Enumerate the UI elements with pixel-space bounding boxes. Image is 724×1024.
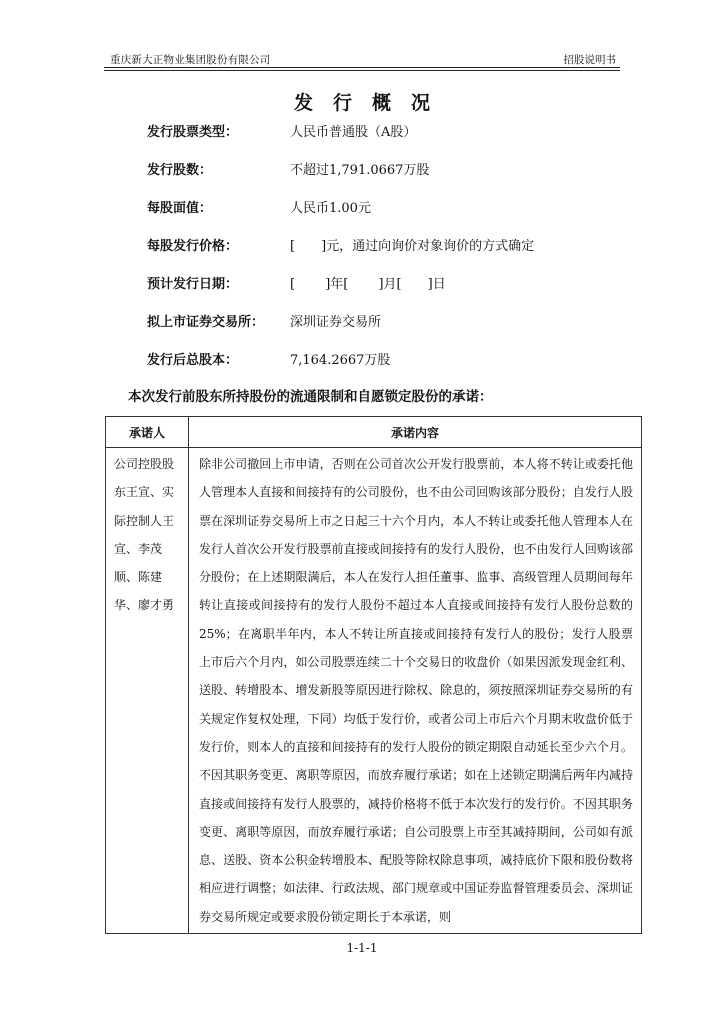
header-divider-thin [104,70,620,71]
info-label: 拟上市证券交易所： [147,314,265,330]
info-row-stock-type [147,120,416,140]
info-row-total-shares [147,348,390,368]
info-value: 7,164.2667万股 [290,352,391,368]
promisor-cell: 公司控股股东王宣、实际控制人王宣、李茂顺、陈建华、廖才勇 [106,448,189,934]
info-row-exchange [147,310,381,330]
table-row [106,448,642,934]
info-row-issue-date [147,272,446,292]
header-divider [104,67,620,68]
info-value: 人民币1.00元 [290,200,371,216]
info-value: [ ]年[ ]月[ ]日 [290,276,446,292]
page-title: 发行概况 [293,92,450,114]
section-subheading: 本次发行前股东所持股份的流通限制和自愿锁定股份的承诺： [128,389,493,405]
header-company-name: 重庆新大正物业集团股份有限公司 [110,54,271,66]
info-label: 每股发行价格： [147,238,239,254]
info-row-par-value [147,196,371,216]
info-value: 深圳证券交易所 [290,314,382,330]
column-header-content: 承诺内容 [189,417,642,448]
table-header-row [106,417,642,448]
info-value: 人民币普通股（A股） [290,124,417,140]
column-header-promisor: 承诺人 [106,417,189,448]
info-row-issue-price [147,234,534,254]
commitment-content-cell: 除非公司撤回上市申请，否则在公司首次公开发行股票前，本人将不转让或委托他人管理本人直接和间接持有的公司股份，也不由公司回购该部分股份；自发行人股票在深圳证券交易所上市之日起三十六个月内，本人不转让或委托他人管理本人在发行人首次公开发行股票前直接或间接持有的发行人股份，也不由发行人回购该部分股份；在上述期限满后，本人在发行人担任董事、监事、高级管理人员期间每年转让直接或间接持有的发行人股份不超过本人直接或间接持有发行人股份总数的25%；在离职半年内，本人不转让所直接或间接持有发行人的股份；发行人股票上市后六个月内，如公司股票连续二十个交易日的收盘价（如果因派发现金红利、送股、转增股本、增发新股等原因进行除权、除息的，须按照深圳证券交易所的有关规定作复权处理，下同）均低于发行价，或者公司上市后六个月期末收盘价低于发行价，则本人的直接和间接持有的发行人股份的锁定期限自动延长至少六个月。不因其职务变更、离职等原因，而放弃履行承诺；如在上述锁定期满后两年内减持直接或间接持有发行人股票的，减持价格将不低于本次发行的发行价。不因其职务变更、离职等原因，而放弃履行承诺；自公司股票上市至其减持期间，公司如有派息、送股、资本公积金转增股本、配股等除权除息事项，减持底价下限和股份数将相应进行调整；如法律、行政法规、部门规章或中国证券监督管理委员会、深圳证券交易所规定或要求股份锁定期长于本承诺，则 [189,448,642,934]
info-label: 每股面值： [147,200,213,216]
info-value: [ ]元，通过向询价对象询价的方式确定 [290,238,535,254]
info-label: 发行股数： [147,162,213,178]
commitment-table [105,416,642,934]
info-label: 发行后总股本： [147,352,239,368]
info-value: 不超过1,791.0667万股 [290,162,430,178]
info-row-share-count [147,158,429,178]
header-document-type: 招股说明书 [563,54,616,66]
page-number: 1-1-1 [346,941,378,955]
info-label: 预计发行日期： [147,276,239,292]
info-label: 发行股票类型： [147,124,239,140]
